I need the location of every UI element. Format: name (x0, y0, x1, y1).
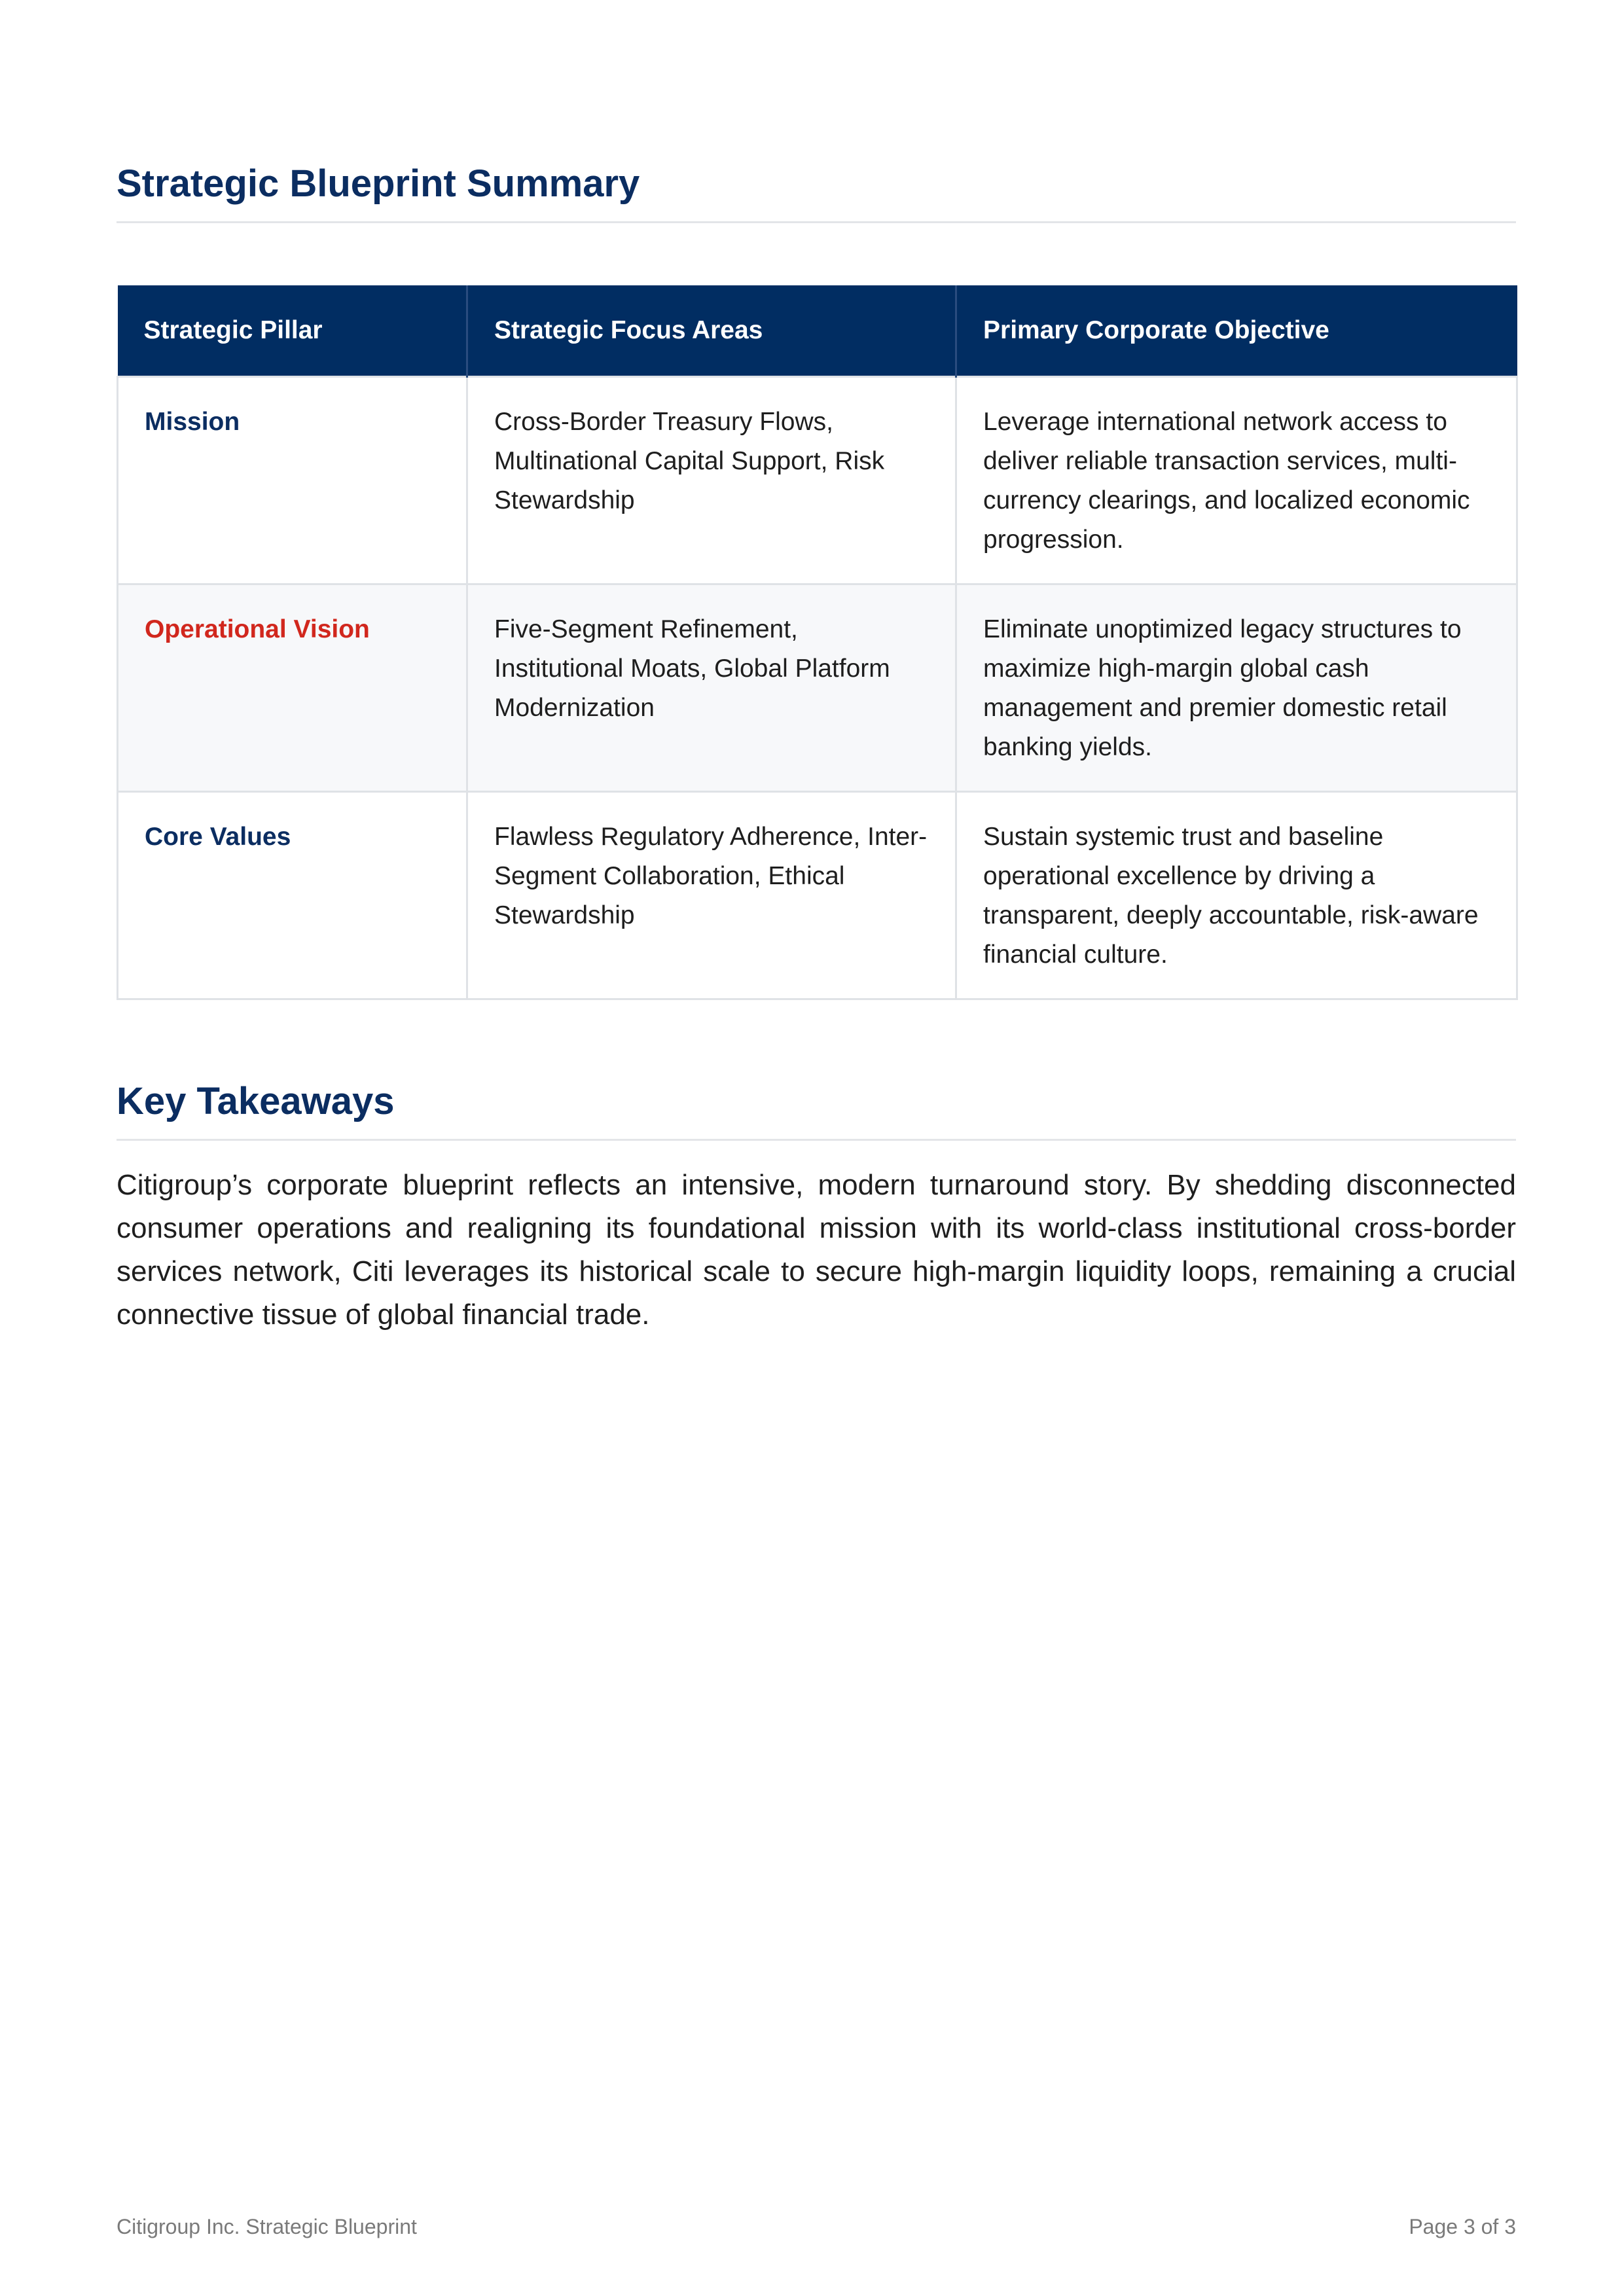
column-header-pillar: Strategic Pillar (118, 285, 467, 376)
table-row (118, 584, 1517, 791)
focus-areas-cell: Cross-Border Treasury Flows, Multinational Capital Support, Risk Stewardship (467, 376, 956, 584)
objective-cell: Sustain systemic trust and baseline operational excellence by driving a transparent, deeply accountable, risk-aware financial culture. (956, 791, 1517, 999)
column-header-objective: Primary Corporate Objective (956, 285, 1517, 376)
section-title-blueprint-summary: Strategic Blueprint Summary (117, 162, 640, 205)
pillar-cell: Operational Vision (118, 584, 467, 791)
title-divider (117, 1139, 1516, 1141)
takeaways-paragraph: Citigroup’s corporate blueprint reflects an intensive, modern turnaround story. By shedding disconnected consumer operations and realigning its foundational mission with its world-class institutional cross-border services network, Citi leverages its historical scale to secure high-margin liquidity loops, remaining a crucial connective tissue of global financial trade. (117, 1169, 1516, 1331)
footer-page-number: Page 3 of 3 (1409, 2215, 1516, 2238)
table-row (118, 791, 1517, 999)
pillar-cell: Mission (118, 376, 467, 584)
objective-cell: Eliminate unoptimized legacy structures to maximize high-margin global cash management and premier domestic retail banking yields. (956, 584, 1517, 791)
section-title-key-takeaways: Key Takeaways (117, 1080, 395, 1122)
table-row (118, 376, 1517, 584)
title-divider (117, 221, 1516, 223)
table-header-row (118, 285, 1517, 376)
footer-document-title: Citigroup Inc. Strategic Blueprint (117, 2215, 417, 2238)
objective-cell: Leverage international network access to deliver reliable transaction services, multi-currency clearings, and localized economic progression. (956, 376, 1517, 584)
pillar-cell: Core Values (118, 791, 467, 999)
focus-areas-cell: Five-Segment Refinement, Institutional Moats, Global Platform Modernization (467, 584, 956, 791)
column-header-focus-areas: Strategic Focus Areas (467, 285, 956, 376)
strategic-pillars-table (117, 285, 1518, 1000)
focus-areas-cell: Flawless Regulatory Adherence, Inter-Segment Collaboration, Ethical Stewardship (467, 791, 956, 999)
